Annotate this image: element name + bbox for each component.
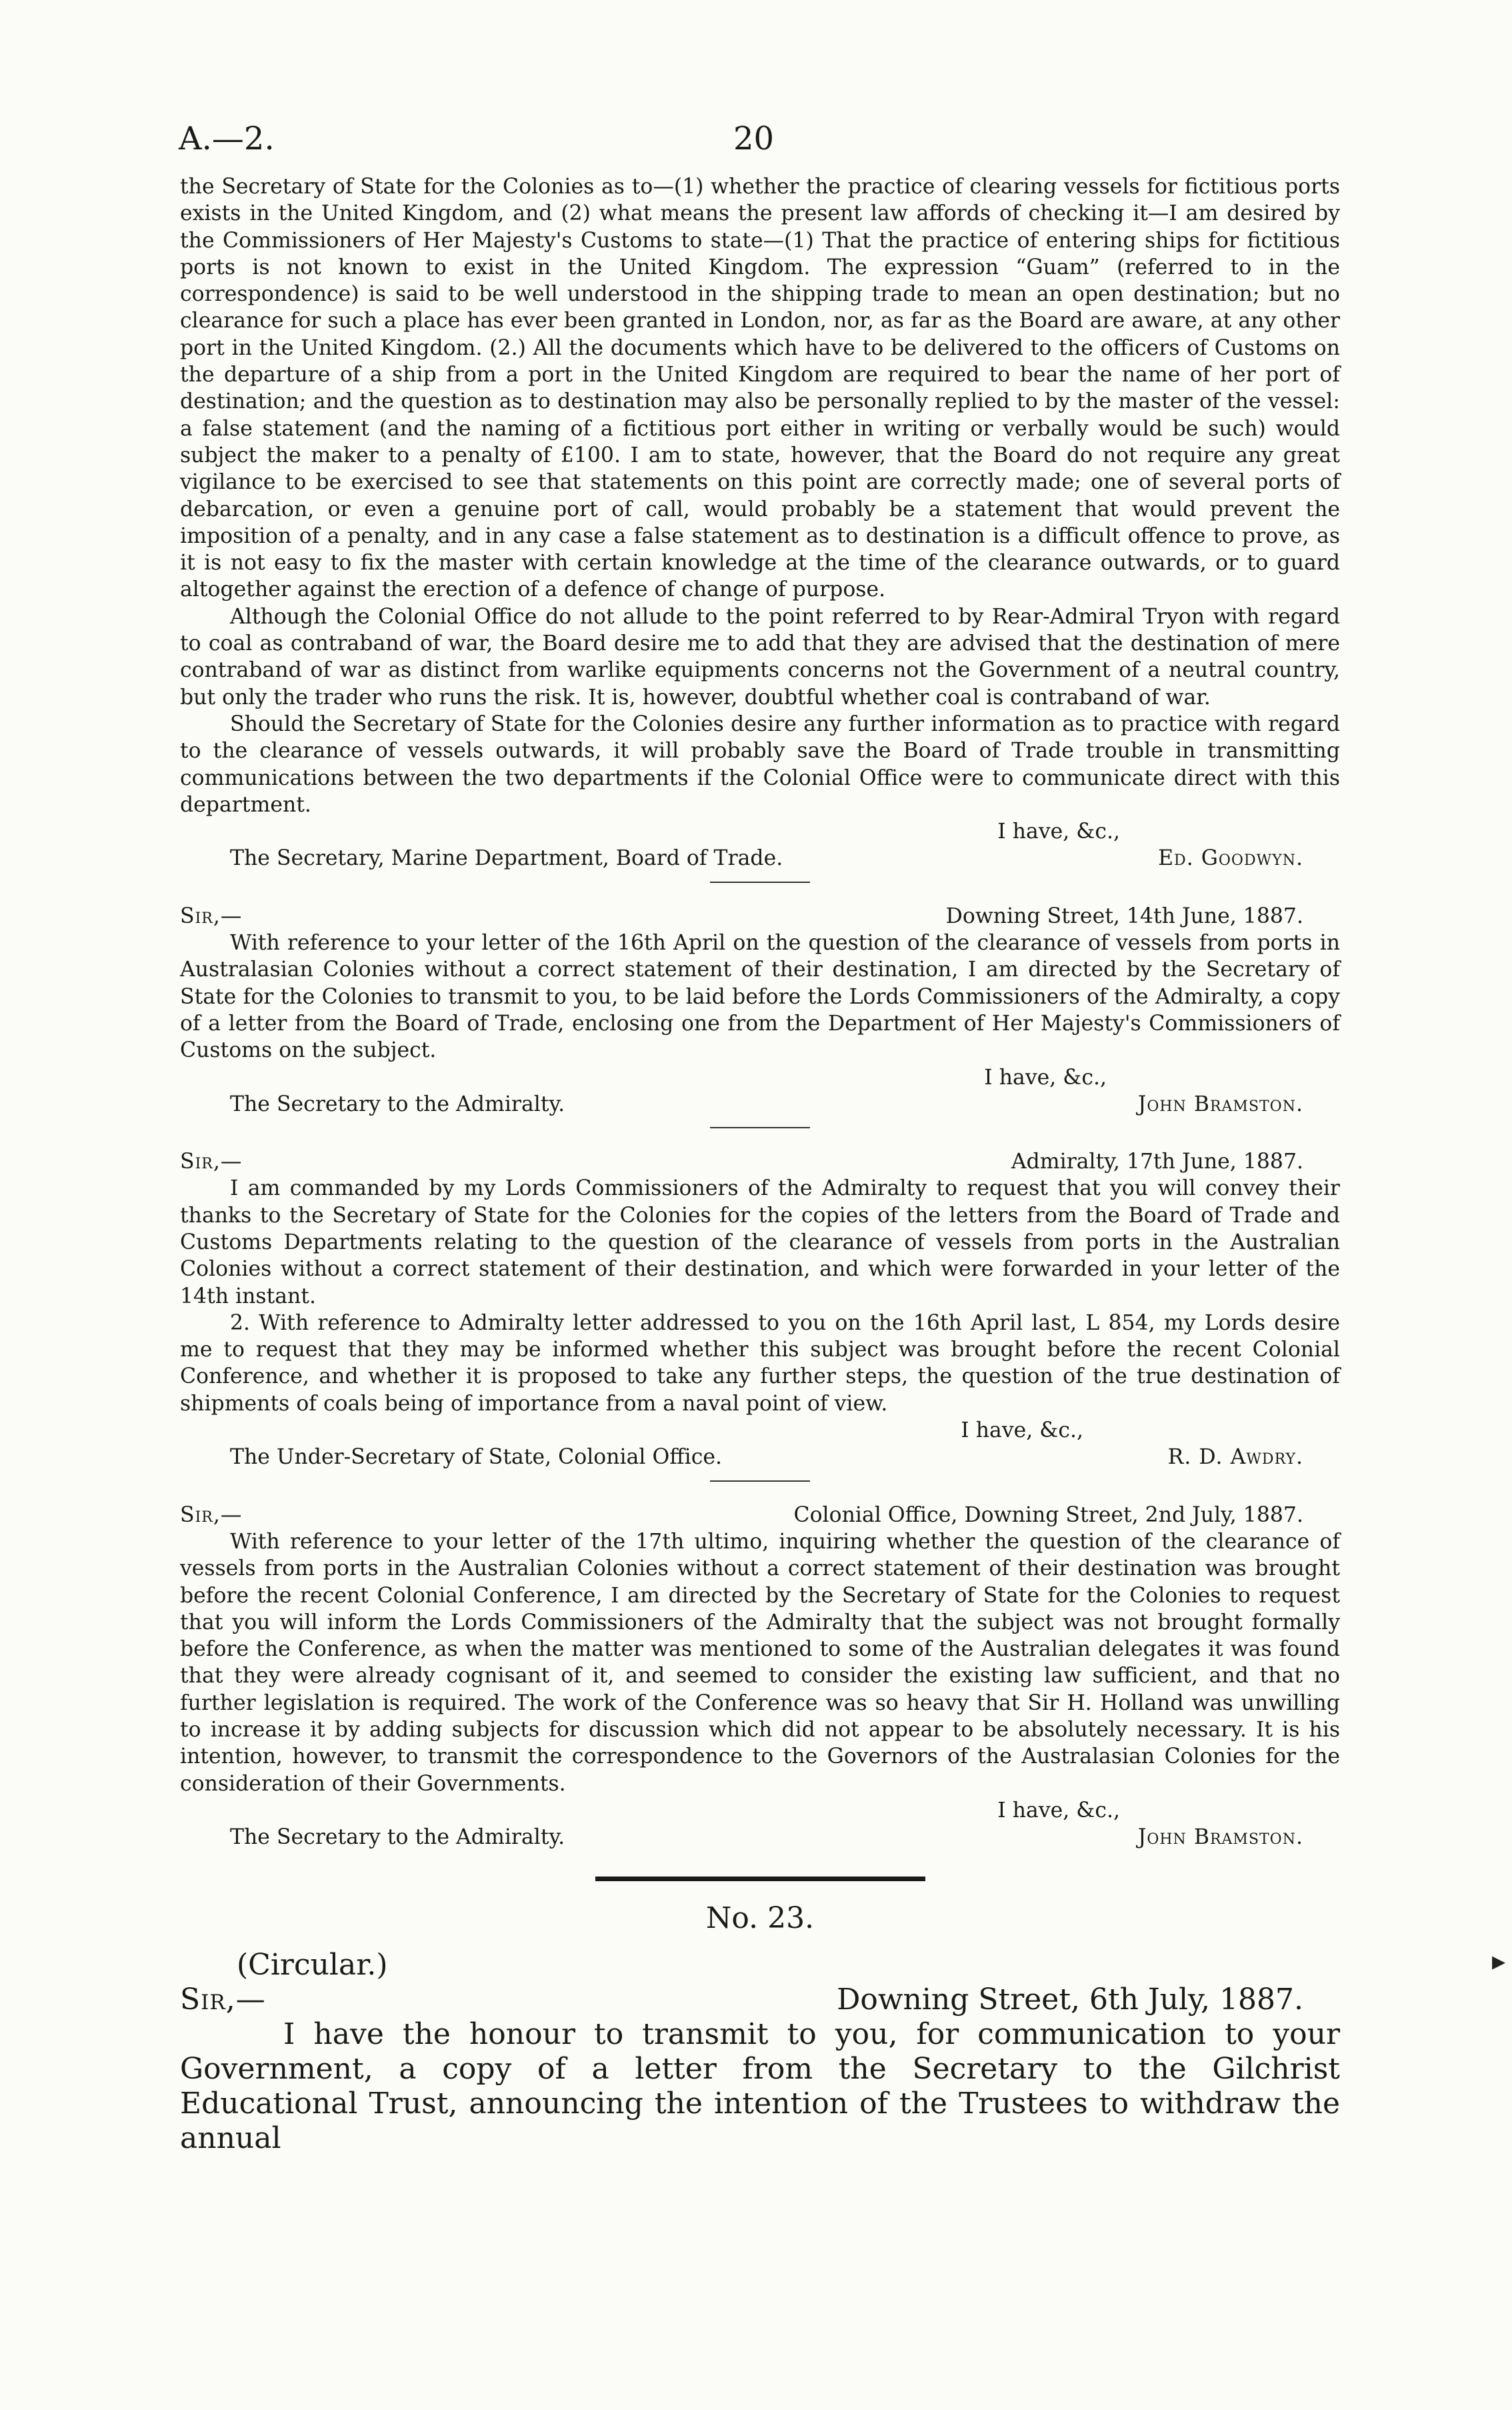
letter4-heading-row bbox=[180, 1502, 1340, 1528]
letter1-signature: Ed. Goodwyn. bbox=[1158, 846, 1303, 871]
letter4-signature: John Bramston. bbox=[1137, 1825, 1303, 1850]
letter3-heading-row bbox=[180, 1148, 1340, 1175]
letter2-closing: I have, &c., bbox=[984, 1065, 1107, 1090]
letter2-heading-row bbox=[180, 903, 1340, 930]
section-salutation-row bbox=[180, 1983, 1340, 2017]
circular-label: (Circular.) bbox=[237, 1947, 388, 1982]
letter2-place-date: Downing Street, 14th June, 1887. bbox=[945, 904, 1303, 928]
section-no-23 bbox=[180, 1901, 1340, 2156]
letter1-signature-row bbox=[180, 845, 1340, 872]
document-reference: A.—2. bbox=[179, 120, 275, 157]
section-divider bbox=[710, 1480, 810, 1482]
letter2-signature-row bbox=[180, 1091, 1340, 1118]
section-heading: No. 23. bbox=[705, 1901, 815, 1935]
letter3-closing: I have, &c., bbox=[961, 1418, 1083, 1443]
section-divider bbox=[710, 882, 810, 883]
letter4-salutation: Sir,— bbox=[180, 1502, 243, 1527]
letter4-addressee: The Secretary to the Admiralty. bbox=[230, 1825, 565, 1850]
section-thick-divider bbox=[595, 1877, 925, 1881]
page-number: 20 bbox=[733, 120, 775, 157]
letter4-body: With reference to your letter of the 17th ultimo, inquiring whether the question of the clearance of vessels from ports in the Australian Colonies without a correct statement of their destination was brought before the recent Colonial Conference, I am directed by the Secretary of State for the Colonies to request that you will inform the Lords Commissioners of the Admiralty that the subject was not brought formally before the Conference, as when the matter was mentioned to some of the Australian delegates it was found that they were already cognisant of it, and seemed to consider the existing law sufficient, and that no further legislation is required. The work of the Conference was so heavy that Sir H. Holland was unwilling to increase it by adding subjects for discussion which did not appear to be absolutely necessary. It is his intention, however, to transmit the correspondence to the Governors of the Australasian Colonies for the consideration of their Governments. bbox=[180, 1529, 1340, 1796]
section-body: I have the honour to transmit to you, for communication to your Government, a copy of a letter from the Secretary to the Gilchrist Educational Trust, announcing the intention of the Trustees to withdraw the annual bbox=[180, 2017, 1340, 2155]
letter4-closing: I have, &c., bbox=[997, 1798, 1120, 1823]
letter3-signature: R. D. Awdry. bbox=[1167, 1445, 1303, 1470]
section-salutation: Sir,— bbox=[180, 1982, 266, 2017]
letter-board-of-trade bbox=[180, 173, 1340, 872]
letter-colonial-office-14-june bbox=[180, 903, 1340, 1118]
letter3-place-date: Admiralty, 17th June, 1887. bbox=[1011, 1150, 1303, 1174]
document-page bbox=[180, 113, 1340, 2347]
letter-colonial-office-2-july bbox=[180, 1502, 1340, 1851]
section-divider bbox=[710, 1127, 810, 1128]
page-header bbox=[180, 113, 1340, 173]
letter-admiralty-17-june bbox=[180, 1148, 1340, 1471]
letter3-paragraph-1: I am commanded by my Lords Commissioners of the Admiralty to request that you will convey their thanks to the Secretary of State for the Colonies for the copies of the letters from the Board of Trade and Customs Departments relating to the question of the clearance of vessels from ports in the Australian Colonies without a correct statement of their destination, and which were forwarded in your letter of the 14th instant. bbox=[180, 1176, 1340, 1308]
letter1-paragraph-3: Should the Secretary of State for the Colonies desire any further information as to practice with regard to the clearance of vessels outwards, it will probably save the Board of Trade trouble in transmitting communications between the two departments if the Colonial Office were to communicate direct with this department. bbox=[180, 712, 1340, 817]
letter3-salutation: Sir,— bbox=[180, 1150, 243, 1174]
letter1-paragraph-1: the Secretary of State for the Colonies as to—(1) whether the practice of clearing vessels for fictitious ports exists in the United Kingdom, and (2) what means the present law affords of checking it—I am desired by the Commissioners of Her Majesty's Customs to state—(1) That the practice of entering ships for fictitious ports is not known to exist in the United Kingdom. The expression “Guam” (referred to in the correspondence) is said to be well understood in the shipping trade to mean an open destination; but no clearance for such a place has ever been granted in London, nor, as far as the Board are aware, at any other port in the United Kingdom. (2.) All the documents which have to be delivered to the officers of Customs on the departure of a ship from a port in the United Kingdom are required to bear the name of her port of destination; and the question as to destination may also be personally replied to by the master of the vessel: a false statement (and the naming of a fictitious port either in writing or verbally would be such) would subject the maker to a penalty of £100. I am to state, however, that the Board do not require any great vigilance to be exercised to see that statements on this point are correctly made; one of several ports of debarcation, or even a genuine port of call, would probably be a statement that would prevent the imposition of a penalty, and in any case a false statement as to destination is a difficult offence to prove, as it is not easy to fix the master with certain knowledge at the time of the clearance outwards, or to guard altogether against the erection of a defence of change of purpose. bbox=[180, 175, 1340, 602]
letter3-addressee: The Under-Secretary of State, Colonial Office. bbox=[230, 1445, 723, 1470]
section-place-date: Downing Street, 6th July, 1887. bbox=[837, 1982, 1303, 2017]
letter3-paragraph-2: 2. With reference to Admiralty letter addressed to you on the 16th April last, L 854, my Lords desire me to request that they may be informed whether this subject was brought before the recent Colonial Conference, and whether it is proposed to take any further steps, the question of the true destination of shipments of coals being of importance from a naval point of view. bbox=[180, 1310, 1340, 1416]
letter1-closing: I have, &c., bbox=[997, 820, 1120, 844]
letter2-body: With reference to your letter of the 16th April on the question of the clearance of vessels from ports in Australasian Colonies without a correct statement of their destination, I am directed by the Secretary of State for the Colonies to transmit to you, to be laid before the Lords Commissioners of the Admiralty, a copy of a letter from the Board of Trade, enclosing one from the Department of Her Majesty's Commissioners of Customs on the subject. bbox=[180, 931, 1340, 1063]
letter1-paragraph-2: Although the Colonial Office do not allude to the point referred to by Rear-Admiral Tryon with regard to coal as contraband of war, the Board desire me to add that they are advised that the destination of mere contraband of war as distinct from warlike equipments concerns not the Government of a neutral country, but only the trader who runs the risk. It is, however, doubtful whether coal is contraband of war. bbox=[180, 604, 1340, 710]
letter2-salutation: Sir,— bbox=[180, 904, 243, 928]
letter4-place-date: Colonial Office, Downing Street, 2nd July, 1887. bbox=[793, 1502, 1303, 1527]
letter3-signature-row bbox=[180, 1444, 1340, 1470]
letter2-addressee: The Secretary to the Admiralty. bbox=[230, 1092, 565, 1116]
letter1-addressee: The Secretary, Marine Department, Board of Trade. bbox=[230, 846, 783, 871]
letter4-signature-row bbox=[180, 1824, 1340, 1851]
margin-mark: ▸ bbox=[1492, 1946, 1506, 1977]
letter2-signature: John Bramston. bbox=[1137, 1092, 1303, 1116]
